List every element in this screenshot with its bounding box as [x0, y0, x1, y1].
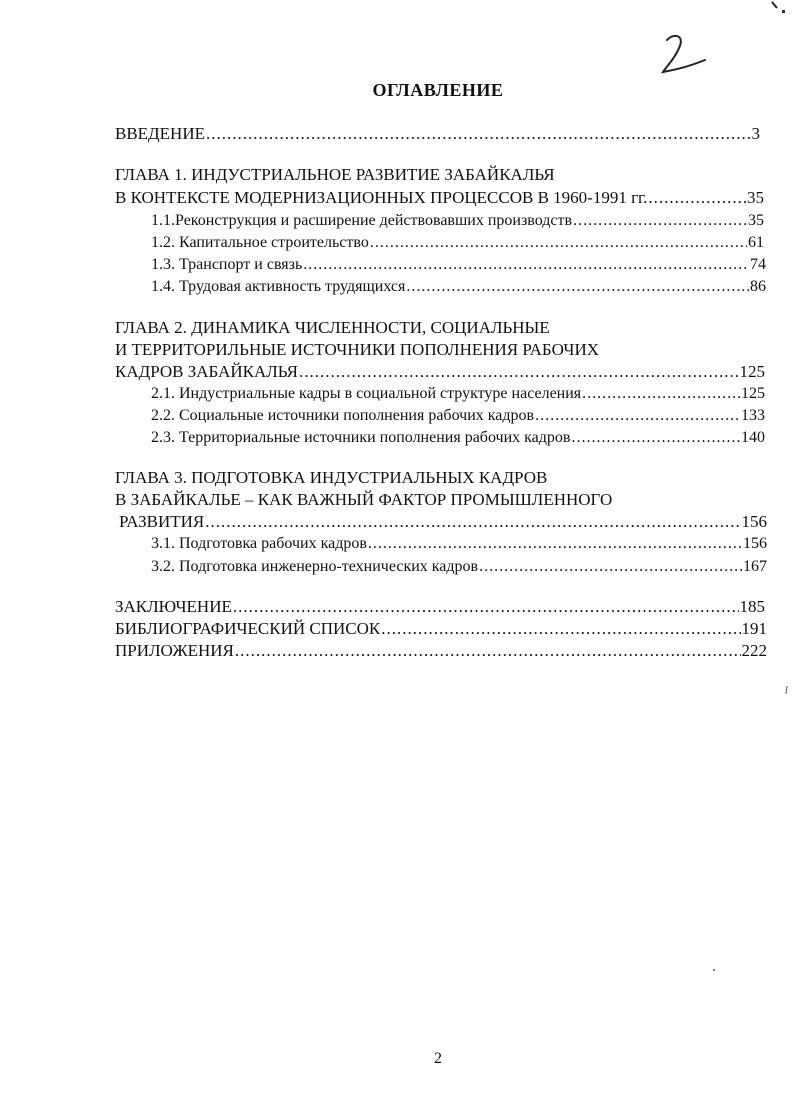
- toc-entry-page: 191: [741, 619, 767, 638]
- toc-entry-page: 125: [741, 385, 765, 402]
- toc-entry-label: 2.3. Территориальные источники пополнения рабочих кадров: [151, 429, 571, 446]
- toc-leader-dots: [648, 188, 746, 208]
- toc-section-1-4[interactable]: [151, 277, 766, 297]
- toc-entry-chapter-2[interactable]: [115, 362, 765, 382]
- toc-leader-dots: [206, 124, 751, 144]
- toc-entry-bibliography[interactable]: [115, 619, 767, 639]
- toc-entry-chapter-3[interactable]: [119, 512, 767, 532]
- toc-entry-label: 1.3. Транспорт и связь: [151, 256, 303, 273]
- toc-entry-page: 167: [743, 558, 767, 575]
- toc-entry-conclusion[interactable]: [115, 597, 765, 617]
- toc-chapter-2-heading[interactable]: И ТЕРРИТОРИЛЬНЫЕ ИСТОЧНИКИ ПОПОЛНЕНИЯ РАБОЧИХ: [115, 340, 600, 359]
- toc-entry-page: 74: [750, 256, 766, 273]
- toc-leader-dots: [205, 512, 740, 532]
- toc-section-3-1[interactable]: [151, 534, 767, 554]
- toc-section-1-2[interactable]: [151, 233, 764, 253]
- toc-entry-page: 133: [741, 407, 765, 424]
- toc-entry-page: 35: [748, 212, 764, 229]
- toc-entry-label: В КОНТЕКСТЕ МОДЕРНИЗАЦИОННЫХ ПРОЦЕССОВ В 1960-1991 гг.: [115, 188, 648, 207]
- toc-entry-label: 1.2. Капитальное строительство: [151, 234, 369, 251]
- toc-entry-page: 156: [743, 535, 767, 552]
- scan-speck-icon: [785, 686, 789, 694]
- toc-entry-appendices[interactable]: [115, 641, 767, 661]
- toc-title: ОГЛАВЛЕНИЕ: [372, 80, 504, 100]
- toc-entry-label: 3.1. Подготовка рабочих кадров: [151, 535, 367, 552]
- toc-section-1-3[interactable]: [151, 255, 766, 275]
- toc-leader-dots: [235, 641, 741, 661]
- toc-entry-page: 222: [741, 641, 767, 660]
- toc-chapter-3-heading[interactable]: ГЛАВА 3. ПОДГОТОВКА ИНДУСТРИАЛЬНЫХ КАДРОВ: [115, 468, 548, 487]
- toc-entry-label: ПРИЛОЖЕНИЯ: [115, 641, 234, 660]
- toc-leader-dots: [299, 362, 739, 382]
- toc-leader-dots: [479, 557, 742, 577]
- toc-entry-label: 2.1. Индустриальные кадры в социальной структуре населения: [151, 385, 582, 402]
- toc-leader-dots: [233, 597, 739, 617]
- toc-chapter-3-heading[interactable]: В ЗАБАЙКАЛЬЕ – КАК ВАЖНЫЙ ФАКТОР ПРОМЫШЛЕННОГО: [115, 490, 613, 509]
- toc-section-3-2[interactable]: [151, 557, 767, 577]
- toc-leader-dots: [582, 384, 740, 404]
- toc-section-2-3[interactable]: [151, 428, 765, 448]
- toc-section-1-1[interactable]: [151, 211, 764, 231]
- toc-entry-page: 35: [747, 188, 764, 207]
- toc-leader-dots: [303, 255, 749, 275]
- scan-speck-icon: [712, 966, 716, 974]
- toc-entry-label: 1.4. Трудовая активность трудящихся: [151, 278, 406, 295]
- toc-entry-label: 3.2. Подготовка инженерно-технических кадров: [151, 558, 479, 575]
- toc-leader-dots: [571, 428, 740, 448]
- toc-entry-page: 140: [741, 429, 765, 446]
- toc-entry-label: РАЗВИТИЯ: [119, 512, 205, 531]
- toc-leader-dots: [370, 233, 747, 253]
- toc-leader-dots: [535, 406, 740, 426]
- toc-entry-page: 3: [751, 124, 760, 143]
- toc-entry-page: 61: [748, 234, 764, 251]
- toc-entry-label: ЗАКЛЮЧЕНИЕ: [115, 597, 232, 616]
- toc-entry-introduction[interactable]: [115, 124, 760, 144]
- toc-leader-dots: [381, 619, 740, 639]
- toc-entry-page: 185: [739, 597, 765, 616]
- toc-entry-label: 1.1.Реконструкция и расширение действовавших производств: [151, 212, 573, 229]
- toc-entry-page: 125: [739, 362, 765, 381]
- handwritten-page-number: [655, 30, 715, 80]
- toc-entry-label: ВВЕДЕНИЕ: [115, 124, 205, 143]
- toc-leader-dots: [406, 277, 749, 297]
- toc-leader-dots: [368, 534, 742, 554]
- toc-chapter-1-heading[interactable]: ГЛАВА 1. ИНДУСТРИАЛЬНОЕ РАЗВИТИЕ ЗАБАЙКАЛЬЯ: [115, 165, 555, 184]
- page-number: 2: [434, 1050, 442, 1067]
- toc-entry-page: 156: [741, 512, 767, 531]
- toc-entry-label: БИБЛИОГРАФИЧЕСКИЙ СПИСОК: [115, 619, 381, 638]
- toc-entry-label: 2.2. Социальные источники пополнения рабочих кадров: [151, 407, 535, 424]
- scan-speck-icon: [768, 0, 788, 16]
- toc-entry-chapter-1[interactable]: [115, 188, 764, 208]
- toc-section-2-2[interactable]: [151, 406, 765, 426]
- toc-entry-label: КАДРОВ ЗАБАЙКАЛЬЯ: [115, 362, 298, 381]
- toc-entry-page: 86: [750, 278, 766, 295]
- toc-chapter-2-heading[interactable]: ГЛАВА 2. ДИНАМИКА ЧИСЛЕННОСТИ, СОЦИАЛЬНЫЕ: [115, 318, 550, 337]
- toc-section-2-1[interactable]: [151, 384, 765, 404]
- toc-leader-dots: [573, 211, 747, 231]
